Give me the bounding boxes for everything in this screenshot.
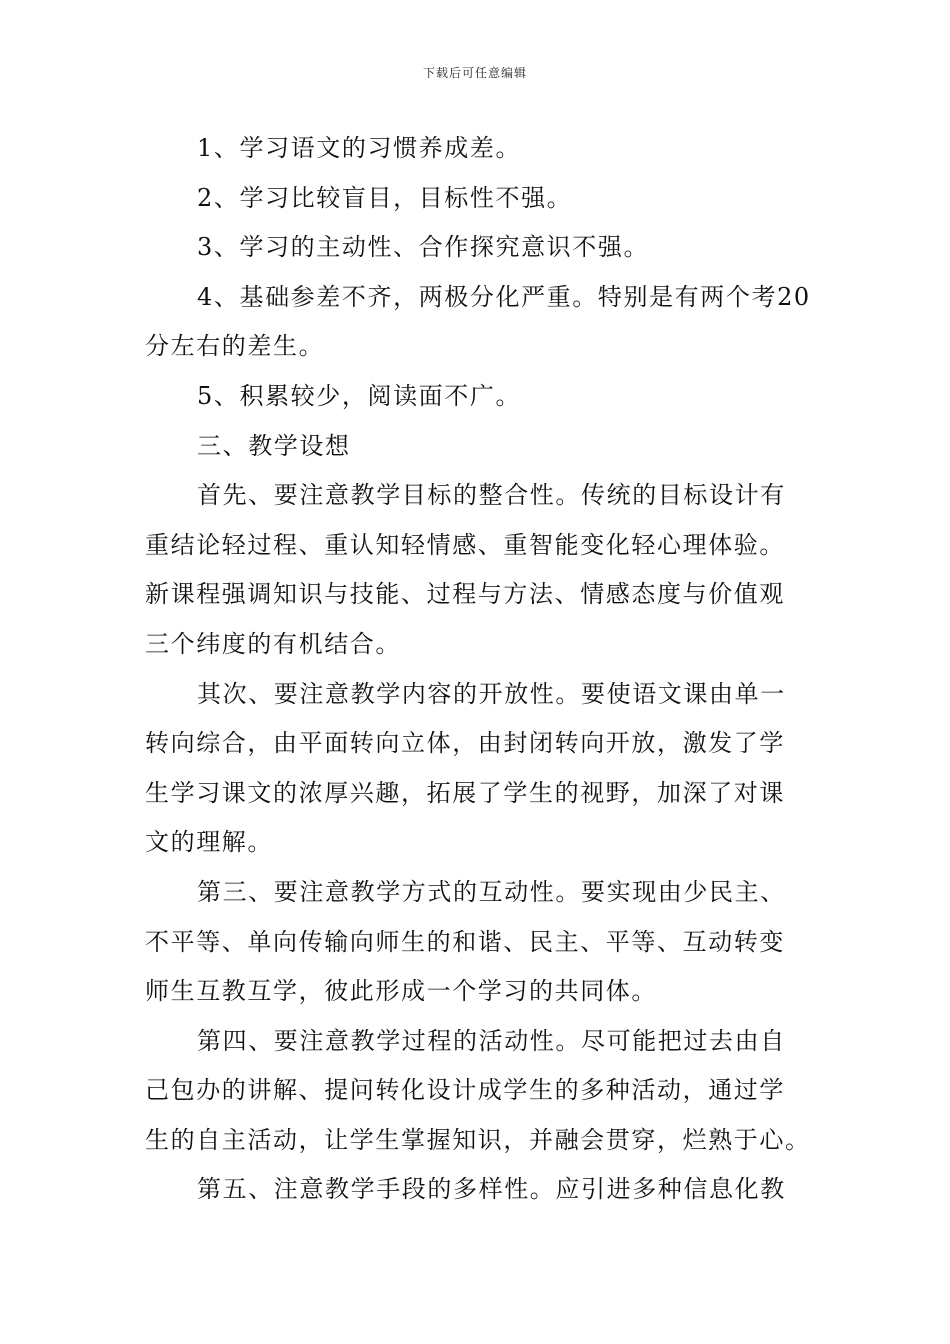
text-line: 第三、要注意教学方式的互动性。要实现由少民主、: [197, 877, 786, 906]
text-line: 三个纬度的有机结合。: [145, 629, 401, 658]
text-line: 1、学习语文的习惯养成差。: [197, 134, 522, 162]
text-line: 文的理解。: [145, 828, 273, 857]
page-header: 下载后可任意编辑: [422, 66, 527, 80]
text-line: 4、基础参差不齐，两极分化严重。特别是有两个考20: [197, 282, 811, 311]
text-line: 生的自主活动，让学生掌握知识，并融会贯穿，烂熟于心。: [145, 1125, 811, 1154]
text-line: 2、学习比较盲目，目标性不强。: [197, 183, 573, 212]
text-line: 首先、要注意教学目标的整合性。传统的目标设计有: [197, 481, 786, 510]
text-line: 第四、要注意教学过程的活动性。尽可能把过去由自: [197, 1026, 786, 1055]
section-heading: 三、教学设想: [197, 431, 351, 460]
text-line: 其次、要注意教学内容的开放性。要使语文课由单一: [197, 679, 786, 708]
text-line: 己包办的讲解、提问转化设计成学生的多种活动，通过学: [145, 1076, 785, 1105]
text-line: 第五、注意教学手段的多样性。应引进多种信息化教: [197, 1175, 786, 1204]
text-line: 重结论轻过程、重认知轻情感、重智能变化轻心理体验。: [145, 530, 785, 559]
text-line: 生学习课文的浓厚兴趣，拓展了学生的视野，加深了对课: [145, 778, 785, 807]
text-line: 新课程强调知识与技能、过程与方法、情感态度与价值观: [145, 580, 785, 609]
text-line: 5、积累较少，阅读面不广。: [197, 381, 522, 410]
text-line: 分左右的差生。: [145, 332, 325, 361]
text-line: 转向综合，由平面转向立体，由封闭转向开放，激发了学: [145, 729, 785, 758]
body-text: [145, 124, 811, 1215]
text-line: 师生互教互学，彼此形成一个学习的共同体。: [145, 977, 657, 1006]
text-line: 3、学习的主动性、合作探究意识不强。: [197, 233, 650, 262]
text-line: 不平等、单向传输向师生的和谐、民主、平等、互动转变: [145, 927, 785, 956]
